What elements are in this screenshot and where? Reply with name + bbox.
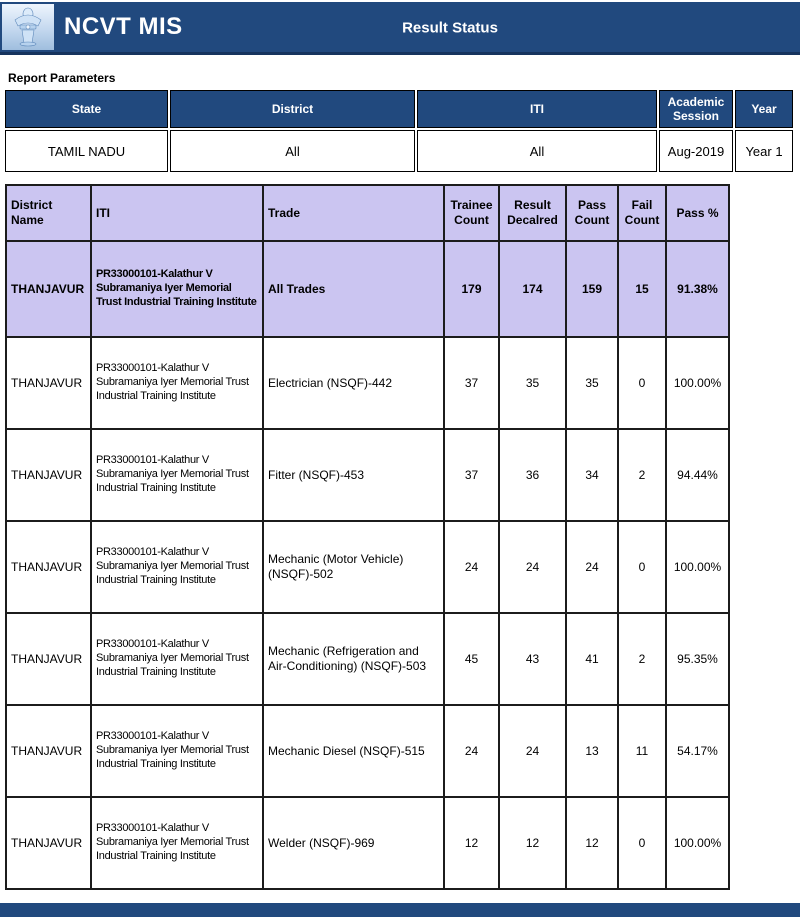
pass-percent-cell: 95.35% (666, 613, 729, 705)
param-column-header: Year (735, 90, 793, 128)
ashoka-emblem-logo-icon (2, 4, 54, 50)
table-row (6, 429, 729, 521)
fail-count-cell: 2 (618, 429, 666, 521)
trade-cell: All Trades (263, 241, 444, 337)
table-row (6, 797, 729, 889)
fail-count-cell: 0 (618, 797, 666, 889)
param-column-header: Academic Session (659, 90, 733, 128)
table-row (6, 613, 729, 705)
trainee-count-cell: 37 (444, 429, 499, 521)
param-column-header: State (5, 90, 168, 128)
results-column-header: Pass Count (566, 185, 618, 241)
report-parameters-table (3, 88, 795, 174)
pass-count-cell: 41 (566, 613, 618, 705)
pass-count-cell: 159 (566, 241, 618, 337)
params-header-row (5, 90, 793, 128)
result-decalred-cell: 12 (499, 797, 566, 889)
iti-cell: PR33000101-Kalathur V Subramaniya Iyer Memorial Trust Industrial Training Institute (91, 337, 263, 429)
results-column-header: Result Decalred (499, 185, 566, 241)
page-title: Result Status (402, 19, 498, 37)
fail-count-cell: 11 (618, 705, 666, 797)
district-name-cell: THANJAVUR (6, 797, 91, 889)
trade-cell: Mechanic Diesel (NSQF)-515 (263, 705, 444, 797)
result-decalred-cell: 24 (499, 521, 566, 613)
table-row (6, 337, 729, 429)
fail-count-cell: 15 (618, 241, 666, 337)
iti-cell: PR33000101-Kalathur V Subramaniya Iyer Memorial Trust Industrial Training Institute (91, 705, 263, 797)
results-column-header: Pass % (666, 185, 729, 241)
fail-count-cell: 2 (618, 613, 666, 705)
district-name-cell: THANJAVUR (6, 429, 91, 521)
result-decalred-cell: 35 (499, 337, 566, 429)
result-decalred-cell: 36 (499, 429, 566, 521)
trainee-count-cell: 37 (444, 337, 499, 429)
param-value: TAMIL NADU (5, 130, 168, 172)
iti-cell: PR33000101-Kalathur V Subramaniya Iyer Memorial Trust Industrial Training Institute (91, 429, 263, 521)
pass-percent-cell: 94.44% (666, 429, 729, 521)
table-row (6, 241, 729, 337)
fail-count-cell: 0 (618, 337, 666, 429)
report-parameters-label: Report Parameters (8, 71, 116, 85)
district-name-cell: THANJAVUR (6, 521, 91, 613)
result-decalred-cell: 24 (499, 705, 566, 797)
results-column-header: ITI (91, 185, 263, 241)
param-value: Aug-2019 (659, 130, 733, 172)
pass-count-cell: 12 (566, 797, 618, 889)
trainee-count-cell: 45 (444, 613, 499, 705)
trainee-count-cell: 179 (444, 241, 499, 337)
trade-cell: Welder (NSQF)-969 (263, 797, 444, 889)
pass-percent-cell: 100.00% (666, 337, 729, 429)
pass-percent-cell: 100.00% (666, 521, 729, 613)
fail-count-cell: 0 (618, 521, 666, 613)
footer-bar (0, 903, 800, 917)
district-name-cell: THANJAVUR (6, 705, 91, 797)
district-name-cell: THANJAVUR (6, 241, 91, 337)
result-decalred-cell: 174 (499, 241, 566, 337)
iti-cell: PR33000101-Kalathur V Subramaniya Iyer Memorial Trust Industrial Training Institute (91, 521, 263, 613)
trainee-count-cell: 24 (444, 705, 499, 797)
results-column-header: Trainee Count (444, 185, 499, 241)
app-brand: NCVT MIS (64, 13, 183, 40)
param-column-header: District (170, 90, 415, 128)
results-table (5, 184, 730, 890)
table-row (6, 521, 729, 613)
trade-cell: Electrician (NSQF)-442 (263, 337, 444, 429)
results-column-header: Fail Count (618, 185, 666, 241)
trade-cell: Mechanic (Refrigeration and Air-Conditioning) (NSQF)-503 (263, 613, 444, 705)
result-decalred-cell: 43 (499, 613, 566, 705)
trade-cell: Mechanic (Motor Vehicle) (NSQF)-502 (263, 521, 444, 613)
iti-cell: PR33000101-Kalathur V Subramaniya Iyer Memorial Trust Industrial Training Institute (91, 797, 263, 889)
iti-cell: PR33000101-Kalathur V Subramaniya Iyer Memorial Trust Industrial Training Institute (91, 241, 263, 337)
app-header (0, 2, 800, 55)
param-value: Year 1 (735, 130, 793, 172)
pass-percent-cell: 91.38% (666, 241, 729, 337)
results-column-header: Trade (263, 185, 444, 241)
pass-percent-cell: 100.00% (666, 797, 729, 889)
trade-cell: Fitter (NSQF)-453 (263, 429, 444, 521)
param-value: All (417, 130, 657, 172)
pass-count-cell: 34 (566, 429, 618, 521)
params-value-row (5, 130, 793, 172)
pass-percent-cell: 54.17% (666, 705, 729, 797)
pass-count-cell: 24 (566, 521, 618, 613)
table-row (6, 705, 729, 797)
district-name-cell: THANJAVUR (6, 613, 91, 705)
results-body (6, 241, 729, 889)
pass-count-cell: 35 (566, 337, 618, 429)
trainee-count-cell: 24 (444, 521, 499, 613)
district-name-cell: THANJAVUR (6, 337, 91, 429)
results-column-header: District Name (6, 185, 91, 241)
results-header-row (6, 185, 729, 241)
param-value: All (170, 130, 415, 172)
pass-count-cell: 13 (566, 705, 618, 797)
iti-cell: PR33000101-Kalathur V Subramaniya Iyer Memorial Trust Industrial Training Institute (91, 613, 263, 705)
trainee-count-cell: 12 (444, 797, 499, 889)
param-column-header: ITI (417, 90, 657, 128)
